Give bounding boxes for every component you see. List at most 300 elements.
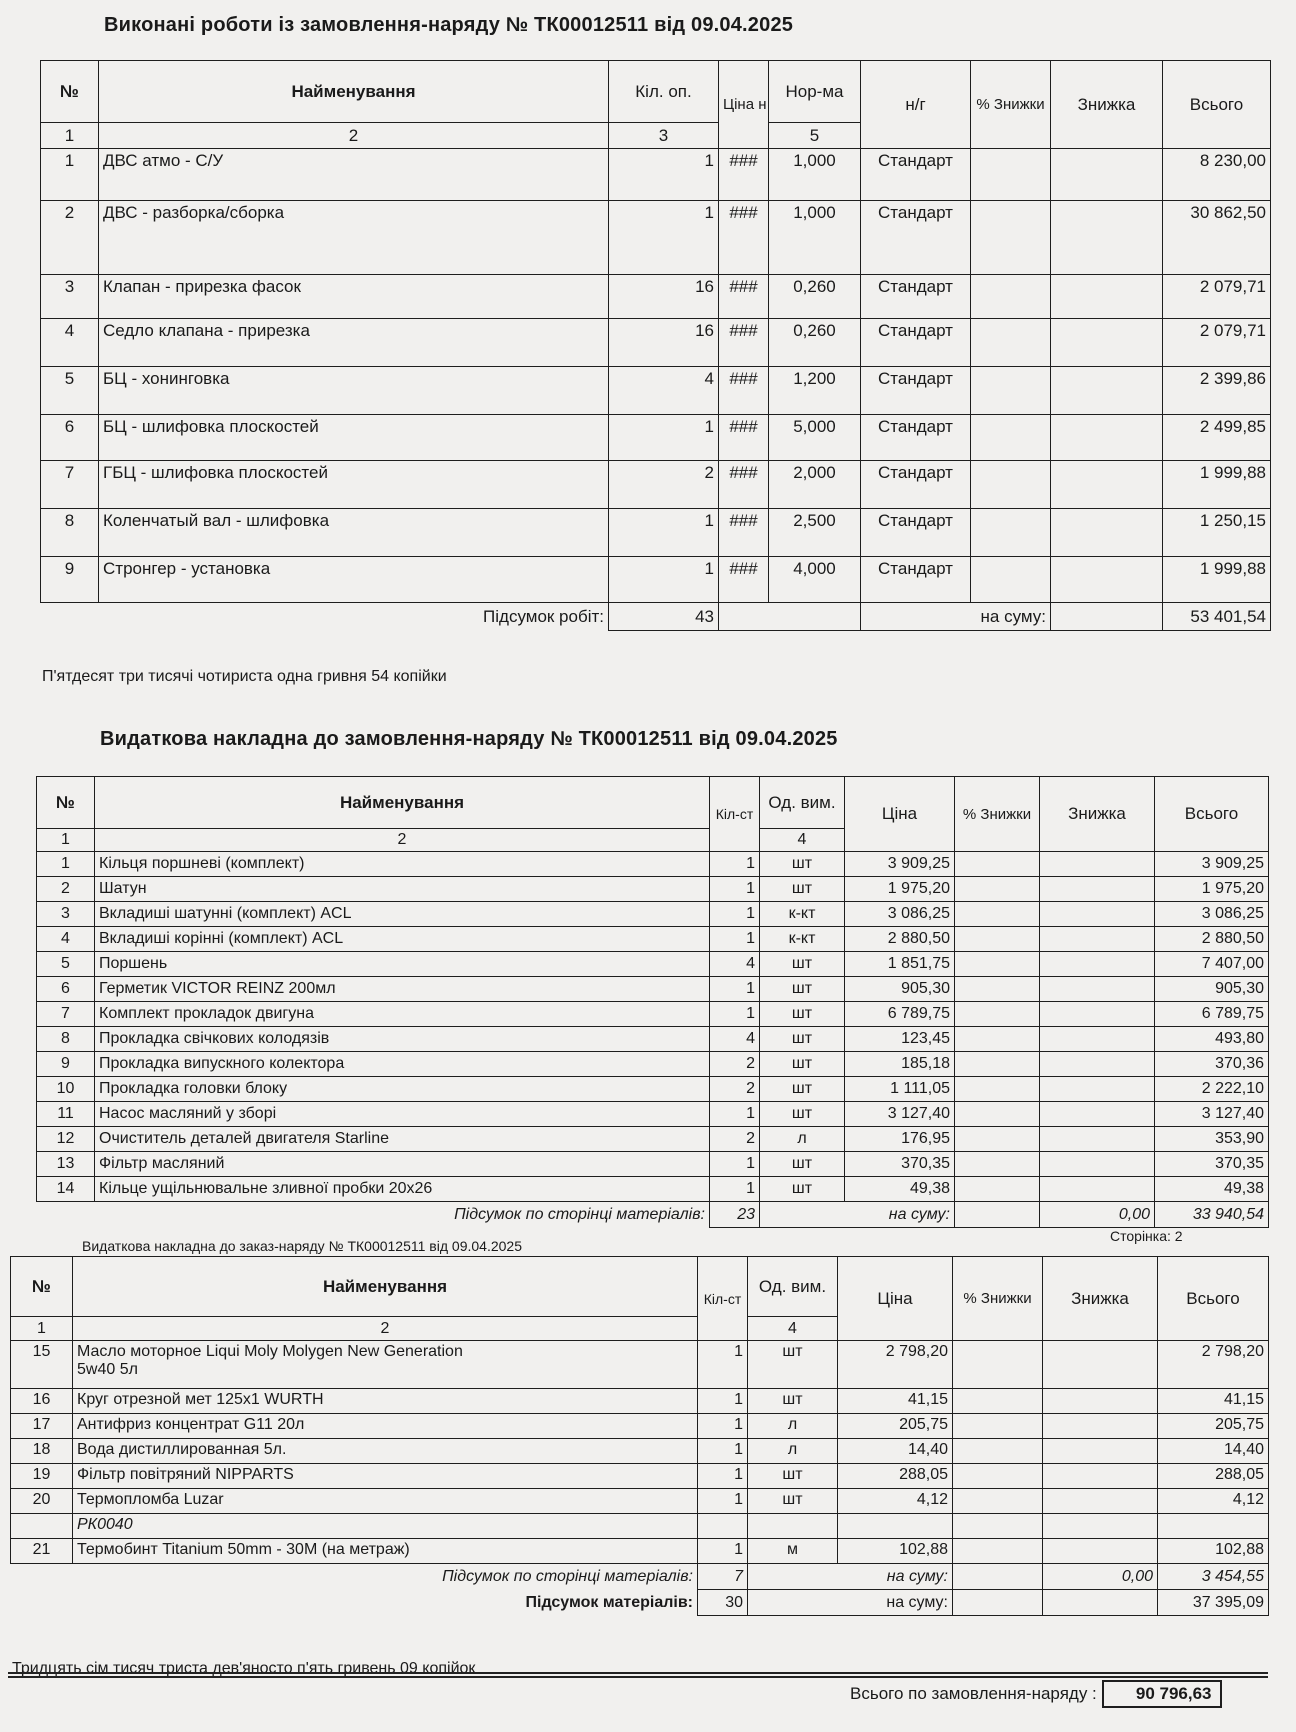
- row-name: Вкладиші корінні (комплект) ACL: [95, 927, 710, 952]
- row-total: 14,40: [1158, 1439, 1269, 1464]
- table-row: [41, 275, 1271, 319]
- table-row: [37, 902, 1269, 927]
- row-unit: шт: [760, 877, 845, 902]
- table-row: [37, 1177, 1269, 1202]
- table-row: [37, 977, 1269, 1002]
- table-row: [37, 852, 1269, 877]
- row-qty: 1: [710, 1152, 760, 1177]
- mat-colnum-1: 1: [37, 829, 95, 852]
- row-total: 49,38: [1155, 1177, 1269, 1202]
- row-total: 1 250,15: [1163, 509, 1271, 557]
- row-price: ###: [719, 275, 769, 319]
- row-total: 2 880,50: [1155, 927, 1269, 952]
- row-qty: 1: [698, 1489, 748, 1514]
- row-discpct: [971, 461, 1051, 509]
- row-number: 4: [41, 319, 99, 367]
- row-name: Седло клапана - прирезка: [99, 319, 609, 367]
- row-name: Прокладка головки блоку: [95, 1077, 710, 1102]
- row-number: 6: [41, 415, 99, 461]
- table-row: [37, 1002, 1269, 1027]
- row-disc: [1040, 977, 1155, 1002]
- grand-total-label: Всього по замовлення-наряду :: [850, 1684, 1097, 1703]
- mat2-page-subtotal-total: 3 454,55: [1158, 1564, 1269, 1590]
- row-name: Шатун: [95, 877, 710, 902]
- row-total: 102,88: [1158, 1539, 1269, 1564]
- row-total: 288,05: [1158, 1464, 1269, 1489]
- col-name-header: Найменування: [99, 61, 609, 123]
- row-qty: 1: [698, 1464, 748, 1489]
- row-discpct: [955, 1077, 1040, 1102]
- row-price: 4,12: [838, 1489, 953, 1514]
- mat-total-total: 37 395,09: [1158, 1590, 1269, 1616]
- row-number: 11: [37, 1102, 95, 1127]
- row-name: ДВС атмо - С/У: [99, 149, 609, 201]
- row-discpct: [955, 1027, 1040, 1052]
- row-discpct: [953, 1439, 1043, 1464]
- row-norm: 1,000: [769, 201, 861, 275]
- row-price: 1 851,75: [845, 952, 955, 977]
- row-unit: шт: [760, 1052, 845, 1077]
- row-discpct: [953, 1414, 1043, 1439]
- row-name: Насос масляний у зборі: [95, 1102, 710, 1127]
- row-discpct: [955, 927, 1040, 952]
- row-unit: шт: [760, 852, 845, 877]
- col-total-header: Всього: [1163, 61, 1271, 149]
- mat-col-price-header: Ціна: [845, 777, 955, 852]
- row-total: 1 975,20: [1155, 877, 1269, 902]
- row-total: 30 862,50: [1163, 201, 1271, 275]
- mat-col-qty-header: Кіл-ст: [710, 777, 760, 852]
- row-price: ###: [719, 319, 769, 367]
- row-total: 370,35: [1155, 1152, 1269, 1177]
- materials2-title: Видаткова накладна до заказ-наряду № ТК00012511 від 09.04.2025: [82, 1238, 522, 1254]
- row-qty: 1: [609, 509, 719, 557]
- row-price: ###: [719, 367, 769, 415]
- row-total: 7 407,00: [1155, 952, 1269, 977]
- row-ng: Стандарт: [861, 415, 971, 461]
- row-number: 5: [41, 367, 99, 415]
- row-total: 370,36: [1155, 1052, 1269, 1077]
- row-disc: [1051, 201, 1163, 275]
- row-unit: к-кт: [760, 927, 845, 952]
- table-row: [41, 367, 1271, 415]
- mat-total-label: Підсумок матеріалів:: [525, 1593, 693, 1611]
- divider-line-2: [8, 1676, 1268, 1678]
- row-name-line: Антифриз концентрат G11 20л: [77, 1416, 305, 1433]
- row-qty: 1: [698, 1439, 748, 1464]
- grand-total: [850, 1680, 1222, 1708]
- row-unit: л: [760, 1127, 845, 1152]
- row-qty: 1: [609, 201, 719, 275]
- row-disc: [1043, 1464, 1158, 1489]
- row-price: 1 111,05: [845, 1077, 955, 1102]
- row-discpct: [953, 1489, 1043, 1514]
- row-number: 4: [37, 927, 95, 952]
- row-norm: 0,260: [769, 275, 861, 319]
- row-disc: [1040, 1002, 1155, 1027]
- row-name: [73, 1464, 698, 1489]
- row-disc: [1043, 1439, 1158, 1464]
- mat2-col-disc-header: Знижка: [1043, 1257, 1158, 1341]
- row-name-line: Вода дистиллированная 5л.: [77, 1441, 287, 1458]
- table-row: [11, 1341, 1269, 1389]
- row-price: ###: [719, 461, 769, 509]
- row-total: [1158, 1514, 1269, 1539]
- mat-col-name-header: Найменування: [95, 777, 710, 829]
- row-number: 1: [37, 852, 95, 877]
- row-price: 1 975,20: [845, 877, 955, 902]
- row-number: 20: [11, 1489, 73, 1514]
- row-name: [73, 1414, 698, 1439]
- row-disc: [1043, 1539, 1158, 1564]
- table-row: [11, 1414, 1269, 1439]
- colnum-5: 5: [769, 123, 861, 149]
- row-name: [73, 1539, 698, 1564]
- row-name: Очиститель деталей двигателя Starline: [95, 1127, 710, 1152]
- row-total: 205,75: [1158, 1414, 1269, 1439]
- mat2-col-qty-header: Кіл-ст: [698, 1257, 748, 1341]
- row-total: 2 399,86: [1163, 367, 1271, 415]
- row-unit: к-кт: [760, 902, 845, 927]
- row-qty: 1: [710, 1102, 760, 1127]
- row-qty: 1: [710, 902, 760, 927]
- row-total: 1 999,88: [1163, 461, 1271, 509]
- table-row: [11, 1539, 1269, 1564]
- row-number: 6: [37, 977, 95, 1002]
- row-disc: [1040, 852, 1155, 877]
- row-unit: [748, 1514, 838, 1539]
- row-total: 2 222,10: [1155, 1077, 1269, 1102]
- page-number: Сторінка: 2: [1110, 1228, 1183, 1244]
- mat-col-num-header: №: [37, 777, 95, 829]
- mat-total-qty: 30: [698, 1590, 748, 1616]
- row-name: Вкладиші шатунні (комплект) ACL: [95, 902, 710, 927]
- row-number: 19: [11, 1464, 73, 1489]
- row-discpct: [953, 1341, 1043, 1389]
- row-ng: Стандарт: [861, 461, 971, 509]
- row-qty: 2: [710, 1127, 760, 1152]
- materials2-table: [10, 1256, 1269, 1616]
- mat2-col-discpct-header: % Знижки: [953, 1257, 1043, 1341]
- row-price: ###: [719, 149, 769, 201]
- row-qty: 4: [710, 1027, 760, 1052]
- row-unit: шт: [760, 1102, 845, 1127]
- row-name: Фільтр масляний: [95, 1152, 710, 1177]
- row-qty: 4: [609, 367, 719, 415]
- row-price: ###: [719, 557, 769, 603]
- row-discpct: [971, 509, 1051, 557]
- row-discpct: [955, 1052, 1040, 1077]
- table-row: [37, 1027, 1269, 1052]
- row-unit: шт: [760, 1177, 845, 1202]
- colnum-3: 3: [609, 123, 719, 149]
- row-discpct: [953, 1514, 1043, 1539]
- row-total: 3 127,40: [1155, 1102, 1269, 1127]
- row-discpct: [971, 275, 1051, 319]
- row-qty: 2: [710, 1052, 760, 1077]
- row-price: 49,38: [845, 1177, 955, 1202]
- row-ng: Стандарт: [861, 557, 971, 603]
- row-name: Поршень: [95, 952, 710, 977]
- row-disc: [1040, 952, 1155, 977]
- row-price: 14,40: [838, 1439, 953, 1464]
- row-number: [11, 1514, 73, 1539]
- col-price-header: Ціна н: [719, 61, 769, 149]
- row-qty: 1: [609, 415, 719, 461]
- row-discpct: [955, 1102, 1040, 1127]
- row-qty: 1: [698, 1414, 748, 1439]
- mat2-colnum-4: 4: [748, 1317, 838, 1341]
- colnum-2: 2: [99, 123, 609, 149]
- row-disc: [1040, 1177, 1155, 1202]
- col-disc-header: Знижка: [1051, 61, 1163, 149]
- mat-page-subtotal-qty: 23: [710, 1202, 760, 1228]
- table-row: [41, 319, 1271, 367]
- row-name: [73, 1514, 698, 1539]
- row-qty: 1: [710, 977, 760, 1002]
- row-number: 7: [41, 461, 99, 509]
- table-row: [11, 1464, 1269, 1489]
- row-discpct: [955, 952, 1040, 977]
- col-ng-header: н/г: [861, 61, 971, 149]
- mat2-colnum-2: 2: [73, 1317, 698, 1341]
- works-in-words: П'ятдесят три тисячі чотириста одна гривня 54 копійки: [42, 668, 447, 685]
- row-price: ###: [719, 415, 769, 461]
- row-ng: Стандарт: [861, 367, 971, 415]
- row-number: 14: [37, 1177, 95, 1202]
- row-qty: 1: [710, 1002, 760, 1027]
- row-qty: 1: [710, 927, 760, 952]
- row-norm: 1,000: [769, 149, 861, 201]
- row-name: Прокладка свічкових колодязів: [95, 1027, 710, 1052]
- works-subtotal-total: 53 401,54: [1163, 603, 1271, 631]
- row-price: 123,45: [845, 1027, 955, 1052]
- row-qty: 1: [710, 877, 760, 902]
- row-qty: 1: [609, 557, 719, 603]
- row-name-line: Термобинт Titanium 50mm - 30M (на метраж): [77, 1541, 410, 1558]
- col-num-header: №: [41, 61, 99, 123]
- mat-col-discpct-header: % Знижки: [955, 777, 1040, 852]
- row-disc: [1043, 1514, 1158, 1539]
- mat-sum-label: на суму:: [760, 1202, 955, 1228]
- row-number: 9: [37, 1052, 95, 1077]
- table-row: [41, 557, 1271, 603]
- row-unit: шт: [760, 1027, 845, 1052]
- works-subtotal-label: Підсумок робіт:: [483, 606, 604, 626]
- row-qty: 4: [710, 952, 760, 977]
- row-ng: Стандарт: [861, 201, 971, 275]
- row-name: ДВС - разборка/сборка: [99, 201, 609, 275]
- mat-col-unit-header: Од. вим.: [760, 777, 845, 829]
- row-name: БЦ - шлифовка плоскостей: [99, 415, 609, 461]
- row-ng: Стандарт: [861, 509, 971, 557]
- row-norm: 5,000: [769, 415, 861, 461]
- mat-colnum-2: 2: [95, 829, 710, 852]
- row-price: 176,95: [845, 1127, 955, 1152]
- row-number: 1: [41, 149, 99, 201]
- row-qty: [698, 1514, 748, 1539]
- row-name: ГБЦ - шлифовка плоскостей: [99, 461, 609, 509]
- mat-colnum-4: 4: [760, 829, 845, 852]
- row-total: 353,90: [1155, 1127, 1269, 1152]
- mat-page-subtotal-label: Підсумок по сторінці матеріалів:: [454, 1205, 705, 1223]
- row-unit: шт: [760, 1152, 845, 1177]
- row-price: 288,05: [838, 1464, 953, 1489]
- materials-table: [36, 776, 1269, 1228]
- row-price: ###: [719, 509, 769, 557]
- mat-page-subtotal-disc: 0,00: [1040, 1202, 1155, 1228]
- row-discpct: [953, 1539, 1043, 1564]
- row-number: 2: [41, 201, 99, 275]
- row-price: 205,75: [838, 1414, 953, 1439]
- works-subtotal-qty: 43: [609, 603, 719, 631]
- row-total: 4,12: [1158, 1489, 1269, 1514]
- row-discpct: [971, 557, 1051, 603]
- row-price: 3 127,40: [845, 1102, 955, 1127]
- row-ng: Стандарт: [861, 319, 971, 367]
- row-disc: [1051, 275, 1163, 319]
- row-disc: [1040, 902, 1155, 927]
- materials-title: Видаткова накладна до замовлення-наряду № ТК00012511 від 09.04.2025: [100, 728, 838, 750]
- works-sum-label: на суму:: [861, 603, 1051, 631]
- divider-line: [8, 1672, 1268, 1674]
- row-name: Кільця поршневі (комплект): [95, 852, 710, 877]
- row-discpct: [971, 201, 1051, 275]
- row-price: 102,88: [838, 1539, 953, 1564]
- row-name: Комплект прокладок двигуна: [95, 1002, 710, 1027]
- row-disc: [1043, 1414, 1158, 1439]
- table-row: [41, 509, 1271, 557]
- row-number: 2: [37, 877, 95, 902]
- mat2-page-subtotal-qty: 7: [698, 1564, 748, 1590]
- row-number: 5: [37, 952, 95, 977]
- row-number: 8: [37, 1027, 95, 1052]
- row-qty: 2: [710, 1077, 760, 1102]
- row-disc: [1040, 927, 1155, 952]
- row-name-line: Круг отрезной мет 125х1 WURTH: [77, 1391, 324, 1408]
- mat-col-total-header: Всього: [1155, 777, 1269, 852]
- row-disc: [1051, 461, 1163, 509]
- row-number: 13: [37, 1152, 95, 1177]
- row-discpct: [955, 1177, 1040, 1202]
- table-row: [37, 952, 1269, 977]
- row-total: 2 798,20: [1158, 1341, 1269, 1389]
- row-name: [73, 1489, 698, 1514]
- row-number: 7: [37, 1002, 95, 1027]
- row-discpct: [955, 977, 1040, 1002]
- row-unit: шт: [760, 952, 845, 977]
- row-discpct: [953, 1389, 1043, 1414]
- row-name: [73, 1439, 698, 1464]
- row-name-line: РК0040: [77, 1516, 133, 1533]
- mat2-col-unit-header: Од. вим.: [748, 1257, 838, 1317]
- row-ng: Стандарт: [861, 149, 971, 201]
- row-number: 21: [11, 1539, 73, 1564]
- row-unit: л: [748, 1414, 838, 1439]
- row-name: [73, 1389, 698, 1414]
- table-row: [37, 1127, 1269, 1152]
- row-name: Стронгер - установка: [99, 557, 609, 603]
- row-name: Прокладка випускного колектора: [95, 1052, 710, 1077]
- row-discpct: [955, 877, 1040, 902]
- row-price: 2 880,50: [845, 927, 955, 952]
- row-discpct: [971, 367, 1051, 415]
- colnum-1: 1: [41, 123, 99, 149]
- row-discpct: [953, 1464, 1043, 1489]
- mat-col-disc-header: Знижка: [1040, 777, 1155, 852]
- row-norm: 4,000: [769, 557, 861, 603]
- row-price: 905,30: [845, 977, 955, 1002]
- row-norm: 2,500: [769, 509, 861, 557]
- grand-total-value: 90 796,63: [1102, 1680, 1222, 1708]
- row-unit: шт: [748, 1464, 838, 1489]
- row-price: 3 086,25: [845, 902, 955, 927]
- row-number: 18: [11, 1439, 73, 1464]
- mat2-col-name-header: Найменування: [73, 1257, 698, 1317]
- row-discpct: [955, 902, 1040, 927]
- row-qty: 1: [698, 1389, 748, 1414]
- table-row: [11, 1439, 1269, 1464]
- row-name: [73, 1341, 698, 1389]
- row-total: 1 999,88: [1163, 557, 1271, 603]
- row-price: 3 909,25: [845, 852, 955, 877]
- row-number: 16: [11, 1389, 73, 1414]
- row-disc: [1040, 1102, 1155, 1127]
- row-name: Кільце ущільнювальне зливної пробки 20х26: [95, 1177, 710, 1202]
- row-number: 3: [37, 902, 95, 927]
- row-discpct: [955, 1127, 1040, 1152]
- row-disc: [1043, 1489, 1158, 1514]
- row-disc: [1043, 1341, 1158, 1389]
- row-number: 8: [41, 509, 99, 557]
- row-total: 3 086,25: [1155, 902, 1269, 927]
- row-discpct: [971, 319, 1051, 367]
- row-name-line: Масло моторное Liqui Moly Molygen New Generation: [77, 1343, 463, 1360]
- works-title: Виконані роботи із замовлення-наряду № ТК00012511 від 09.04.2025: [104, 14, 794, 36]
- row-discpct: [955, 1002, 1040, 1027]
- row-discpct: [955, 1152, 1040, 1177]
- row-disc: [1040, 1152, 1155, 1177]
- row-disc: [1051, 557, 1163, 603]
- row-disc: [1051, 319, 1163, 367]
- mat2-page-subtotal-label: Підсумок по сторінці матеріалів:: [442, 1567, 693, 1585]
- mat2-colnum-1: 1: [11, 1317, 73, 1341]
- row-discpct: [955, 852, 1040, 877]
- row-unit: шт: [760, 1077, 845, 1102]
- row-total: 41,15: [1158, 1389, 1269, 1414]
- table-row: [37, 1052, 1269, 1077]
- materials-in-words: Тридцять сім тисяч триста дев'яносто п'ять гривень 09 копійок: [12, 1660, 476, 1677]
- row-price: 41,15: [838, 1389, 953, 1414]
- row-total: 2 079,71: [1163, 319, 1271, 367]
- table-row: [11, 1389, 1269, 1414]
- row-price: 185,18: [845, 1052, 955, 1077]
- row-unit: м: [748, 1539, 838, 1564]
- row-unit: шт: [748, 1489, 838, 1514]
- row-total: 493,80: [1155, 1027, 1269, 1052]
- row-disc: [1040, 1052, 1155, 1077]
- table-row: [41, 461, 1271, 509]
- row-name: Коленчатый вал - шлифовка: [99, 509, 609, 557]
- row-qty: 2: [609, 461, 719, 509]
- row-qty: 16: [609, 319, 719, 367]
- table-row: [11, 1514, 1269, 1539]
- row-name: Клапан - прирезка фасок: [99, 275, 609, 319]
- row-qty: 1: [698, 1539, 748, 1564]
- table-row: [41, 415, 1271, 461]
- row-disc: [1040, 1077, 1155, 1102]
- row-total: 2 499,85: [1163, 415, 1271, 461]
